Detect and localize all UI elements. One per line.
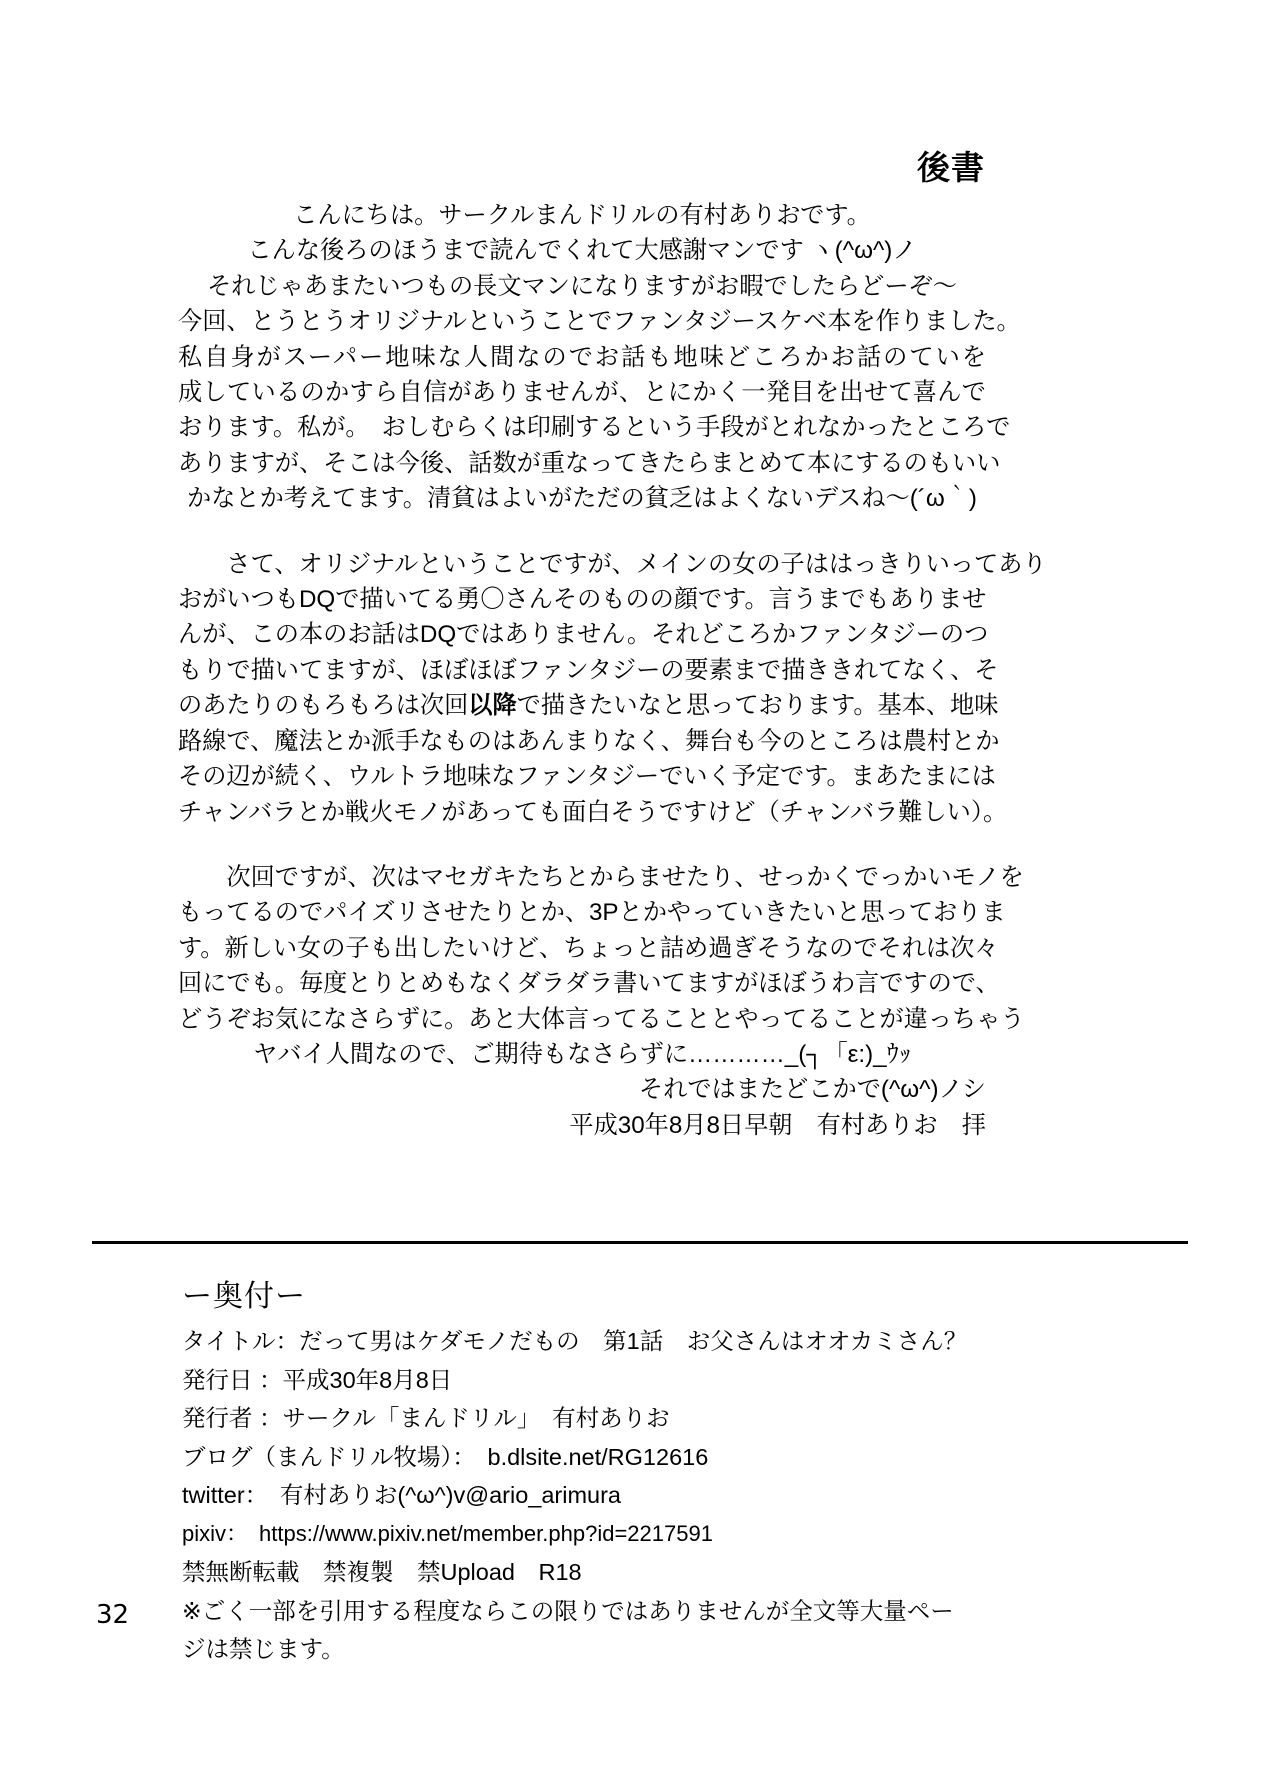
afterword-line: それではまたどこかで(^ω^)ノシ — [639, 1076, 986, 1104]
afterword-line: ヤバイ人間なので、ご期待もなさらずに…………_(┐「ε:)_ｳｯ — [253, 1040, 911, 1068]
afterword-line: おります。私が。 おしむらくは印刷するという手段がとれなかったところで — [178, 414, 1011, 442]
afterword-line: 次回ですが、次はマセガキたちとからませたり、せっかくでっかいモノを — [178, 863, 1024, 891]
colophon-publisher-entry: 発行者 ：サークル「まんドリル」 有村ありお — [182, 1405, 670, 1431]
afterword-line: こんにちは。サークルまんドリルの有村ありおです。 — [293, 202, 871, 229]
afterword-line: す。新しい女の子も出したいけど、ちょっと詰め過ぎそうなのでそれは次々 — [178, 934, 999, 962]
afterword-body — [178, 198, 1047, 1143]
afterword-line: こんな後ろのほうまで読んでくれて大感謝マンです ヽ(^ω^)ノ — [247, 237, 917, 265]
colophon-notice-line: ※ごく一部を引用する程度ならこの限りではありませんが全文等大量ペー — [182, 1597, 954, 1624]
afterword-line: 今回、とうとうオリジナルということでファンタジースケベ本を作りました。 — [178, 308, 1021, 336]
afterword-title: 後書 — [917, 148, 985, 187]
colophon-publish-date-entry: 発行日 ：平成30年8月8日 — [182, 1366, 453, 1393]
afterword-line: さて、オリジナルということですが、メインの女の子ははっきりいってあり — [178, 550, 1047, 578]
colophon-twitter-entry[interactable]: twitter： 有村ありお(^ω^)v@ario_arimura — [182, 1482, 621, 1508]
afterword-line: もりで描いてますが、ほぼほぼファンタジーの要素まで描ききれてなく、そ — [178, 656, 999, 684]
afterword-paragraph-next-time — [178, 860, 1025, 1143]
afterword-paragraph-original-talk — [178, 547, 1047, 830]
colophon-rights-entry: 禁無断転載 禁複製 禁Upload R18 — [182, 1559, 582, 1585]
colophon-heading: ー奥付ー — [182, 1279, 306, 1314]
afterword-line: チャンバラとか戦火モノがあっても面白そうですけど（チャンバラ難しい）。 — [178, 798, 1008, 826]
afterword-signature-line: 平成30年8月8日早朝 有村ありお 拝 — [569, 1111, 986, 1139]
colophon-notice-line: ジは禁じます。 — [182, 1636, 345, 1662]
afterword-line: 成しているのかすら自信がありませんが、とにかく一発目を出せて喜んで — [178, 379, 986, 407]
page-number: 32 — [96, 1600, 130, 1630]
afterword-paragraph-greeting — [178, 198, 1021, 517]
afterword-line: 回にでも。毎度とりとめもなくダラダラ書いてますがほぼうわ言ですので、 — [178, 970, 1000, 998]
colophon-title-entry: タイトル：だって男はケダモノだもの 第1話 お父さんはオオカミさん？ — [182, 1328, 968, 1354]
afterword-line: 路線で、魔法とか派手なものはあんまりなく、舞台も今のところは農村とか — [178, 727, 1000, 755]
emphasis-text: 以降 — [468, 692, 517, 720]
colophon-list — [182, 1322, 1122, 1669]
afterword-line: 私自身がスーパー地味な人間なのでお話も地味どころかお話のていを — [178, 343, 986, 371]
afterword-line: かなとか考えてます。清貧はよいがただの貧乏はよくないデスね～(´ω｀) — [187, 485, 977, 513]
afterword-line: それじゃあまたいつもの長文マンになりますがお暇でしたらどーぞ～ — [207, 272, 957, 300]
afterword-line: どうぞお気になさらずに。あと大体言ってることとやってることが違っちゃう — [178, 1005, 1025, 1033]
afterword-line-emphasis: のあたりのもろもろは次回以降で描きたいなと思っております。基本、地味 — [178, 692, 999, 720]
colophon-blog-entry[interactable]: ブログ（まんドリル牧場）： b.dlsite.net/RG12616 — [182, 1443, 709, 1470]
section-divider — [92, 1241, 1188, 1244]
afterword-line: ありますが、そこは今後、話数が重なってきたらまとめて本にするのもいい — [178, 449, 1001, 477]
afterword-line: んが、この本のお話はDQではありません。それどころかファンタジーのつ — [178, 621, 989, 649]
afterword-line: おがいつもDQで描いてる勇〇さんそのものの顔です。言うまでもありませ — [178, 586, 987, 614]
colophon-pixiv-entry[interactable]: pixiv： https://www.pixiv.net/member.php?id=2217591 — [182, 1520, 713, 1546]
afterword-line: もってるのでパイズリさせたりとか、3Pとかやっていきたいと思っておりま — [178, 899, 1006, 927]
afterword-line: その辺が続く、ウルトラ地味なファンタジーでいく予定です。まあたまには — [178, 763, 996, 791]
